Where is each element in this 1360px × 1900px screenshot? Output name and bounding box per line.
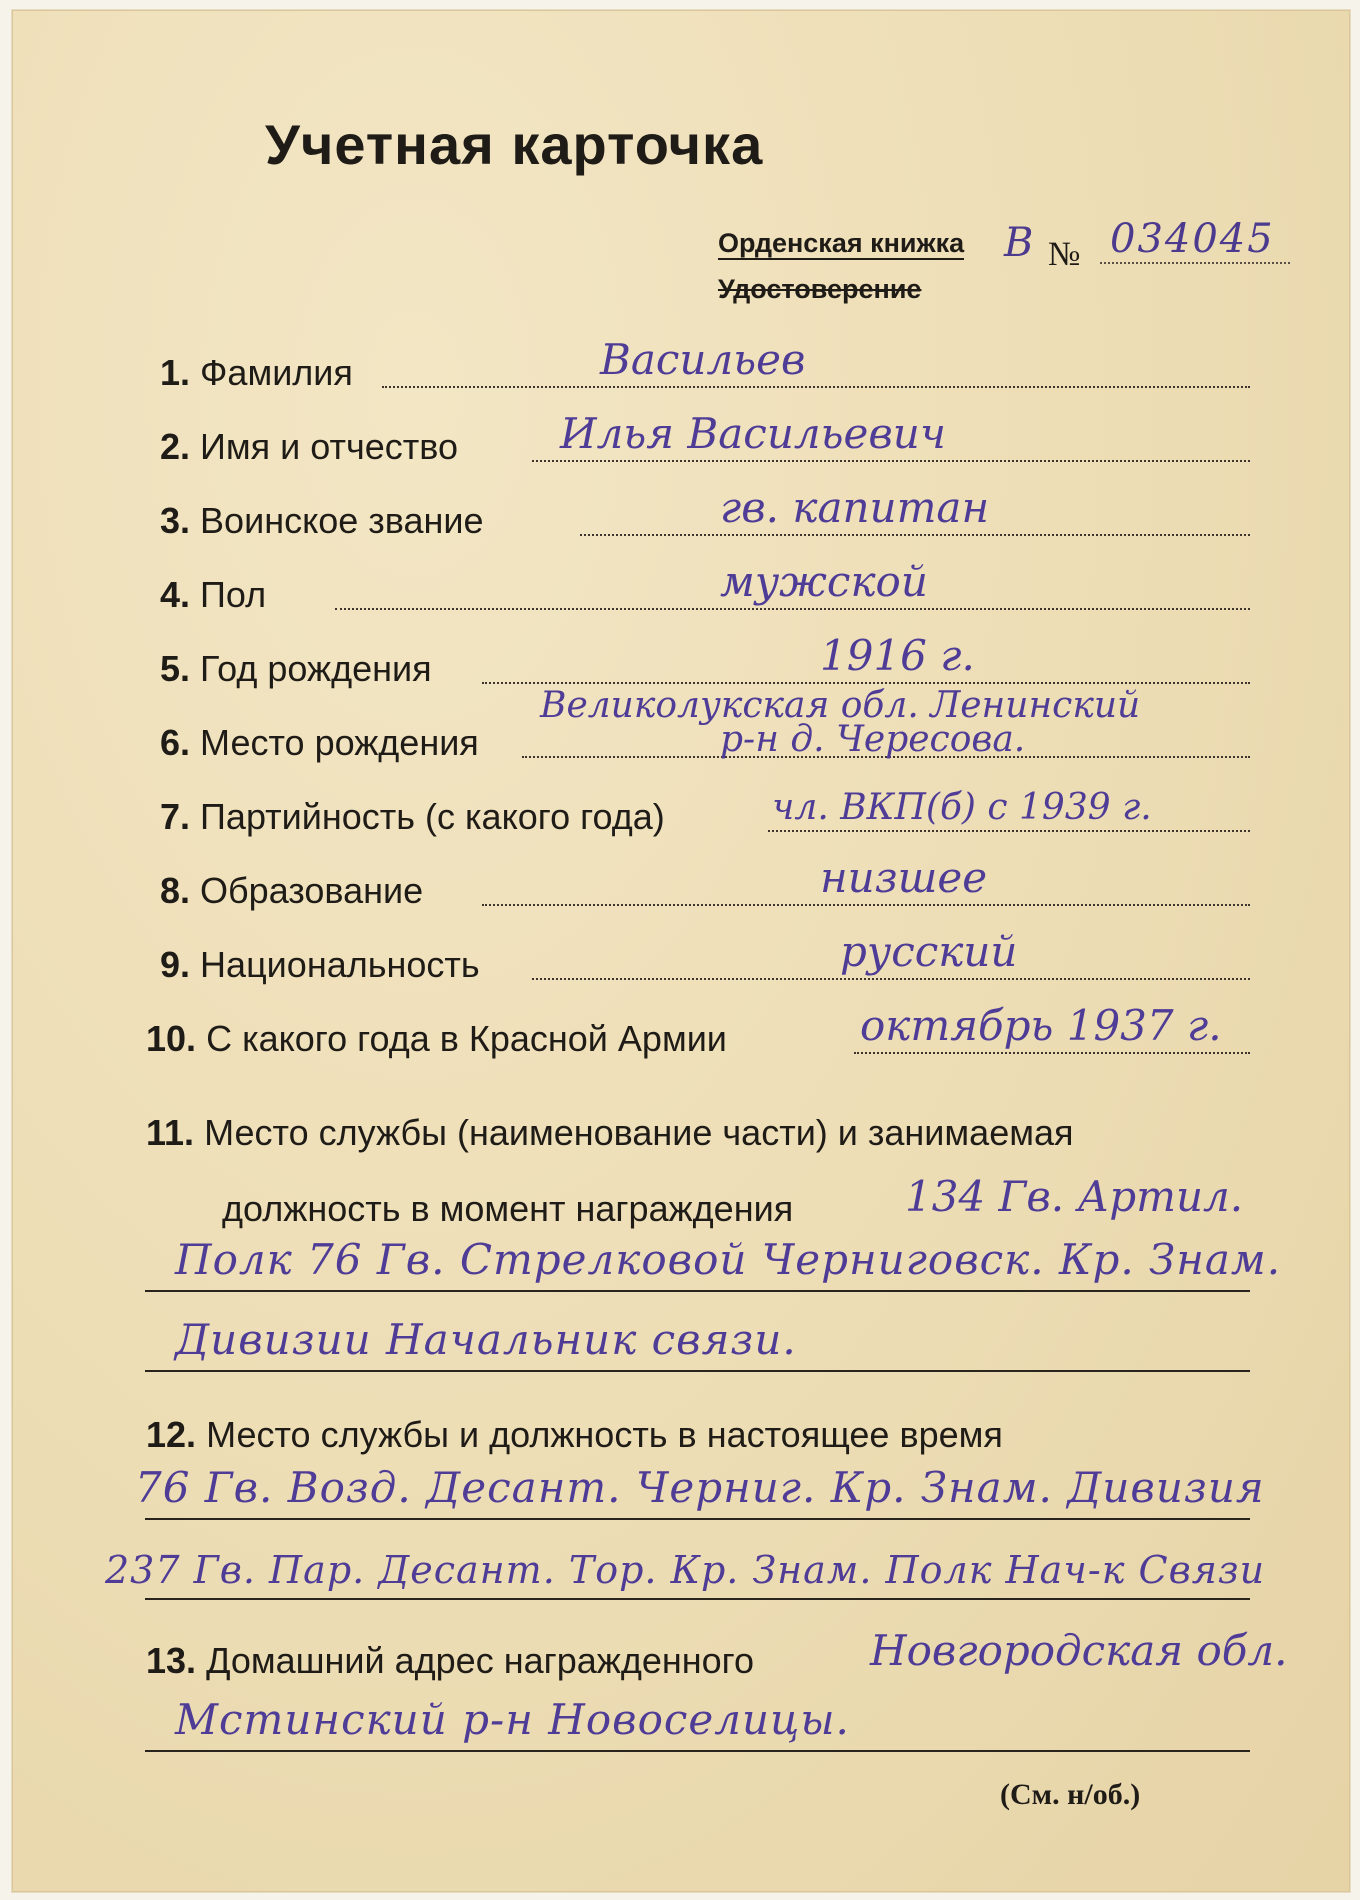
field-line xyxy=(482,682,1250,684)
field-line xyxy=(854,1052,1250,1054)
field13-value-line2: Мстинский р-н Новоселицы. xyxy=(175,1695,850,1744)
field-row-surname xyxy=(160,335,1250,400)
field-label: 7. Партийность (с какого года) xyxy=(160,796,665,837)
field-label: 8. Образование xyxy=(160,870,424,911)
field-row-nationality xyxy=(160,927,1250,992)
field12-line1 xyxy=(135,1448,1265,1520)
field11-line2 xyxy=(145,1220,1282,1292)
nationality-value: русский xyxy=(840,927,1018,976)
order-book-series: В xyxy=(1004,220,1034,266)
field13-value-line1: Новгородская обл. xyxy=(870,1626,1288,1675)
card-title: Учетная карточка xyxy=(265,113,764,176)
field-line xyxy=(580,534,1250,536)
field-line xyxy=(768,830,1250,832)
field-label: 2. Имя и отчество xyxy=(160,426,459,467)
field-row-birthplace xyxy=(160,685,1250,770)
certificate-label-struck: Удостоверение xyxy=(718,274,922,304)
field-line xyxy=(482,904,1250,906)
field-label: 6. Место рождения xyxy=(160,722,479,763)
rank-value: гв. капитан xyxy=(720,483,990,532)
field13-label: 13. Домашний адрес награжденного xyxy=(146,1640,755,1681)
field-label: 3. Воинское звание xyxy=(160,500,484,541)
field12-value-line2: 237 Гв. Пар. Десант. Тор. Кр. Знам. Полк Нач-к Связи xyxy=(105,1548,1266,1592)
birthplace-value-line2: р-н д. Чересова. xyxy=(720,719,1026,760)
sex-value: мужской xyxy=(720,557,928,606)
field-row-education xyxy=(160,853,1250,918)
birthplace-value-line1: Великолукская обл. Ленинский xyxy=(540,685,1141,726)
field-label: 10. С какого года в Красной Армии xyxy=(146,1018,727,1059)
party-value: чл. ВКП(б) с 1939 г. xyxy=(772,787,1152,828)
field-line xyxy=(532,460,1250,462)
field-row-party xyxy=(160,784,1250,844)
field11-value-line2: Полк 76 Гв. Стрелковой Черниговск. Кр. Знам. xyxy=(175,1235,1282,1284)
field11-value-line3: Дивизии Начальник связи. xyxy=(175,1315,797,1364)
field-row-rank xyxy=(160,483,1250,548)
field12-line2 xyxy=(105,1528,1266,1600)
field-line xyxy=(532,978,1250,980)
field-label: 5. Год рождения xyxy=(160,648,432,689)
education-value: низшее xyxy=(820,853,988,902)
field11-line3 xyxy=(145,1300,1250,1372)
army-since-value: октябрь 1937 г. xyxy=(860,1001,1222,1050)
see-reverse-note: (См. н/об.) xyxy=(1000,1778,1141,1811)
order-book-block xyxy=(718,216,1278,308)
field-line xyxy=(382,386,1250,388)
field-line xyxy=(335,608,1250,610)
birth-year-value: 1916 г. xyxy=(820,631,975,680)
order-book-number: 034045 xyxy=(1100,216,1290,264)
field-label: 4. Пол xyxy=(160,574,267,615)
field-row-sex xyxy=(160,557,1250,622)
field11-label-line2: должность в момент награждения xyxy=(222,1188,794,1229)
field-row-army-since xyxy=(146,1001,1250,1066)
field12-label: 12. Место службы и должность в настоящее время xyxy=(146,1414,1003,1455)
name-value: Илья Васильевич xyxy=(560,409,946,458)
field13-line2 xyxy=(145,1680,1250,1752)
field12-value-line1: 76 Гв. Возд. Десант. Черниг. Кр. Знам. Дивизия xyxy=(135,1463,1265,1512)
field-row-name xyxy=(160,409,1250,474)
field-label: 9. Национальность xyxy=(160,944,480,985)
number-sign: № xyxy=(1048,236,1081,273)
surname-value: Васильев xyxy=(600,335,806,384)
field11-value-line1: 134 Гв. Артил. xyxy=(905,1172,1244,1221)
field11-label-line1: 11. Место службы (наименование части) и занимаемая xyxy=(146,1112,1074,1153)
order-book-label: Орденская книжка xyxy=(718,228,965,258)
field-label: 1. Фамилия xyxy=(160,352,353,393)
